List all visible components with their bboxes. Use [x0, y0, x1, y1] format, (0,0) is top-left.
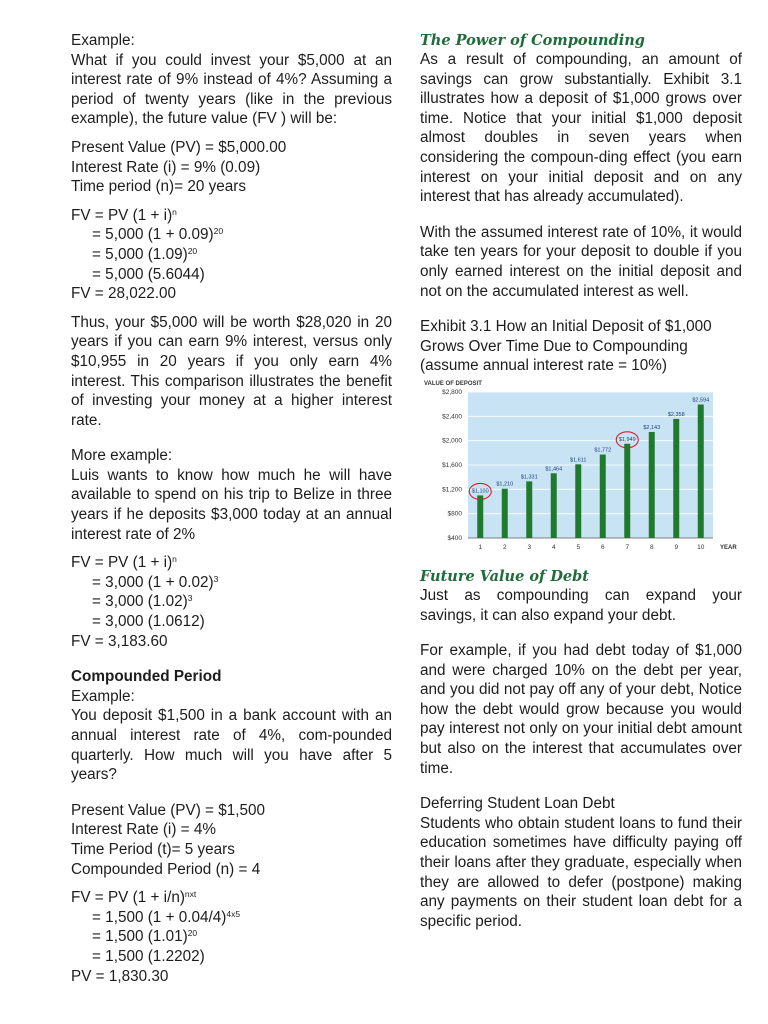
bar-value-label: $2,358 — [667, 411, 685, 418]
bar — [526, 481, 532, 538]
y-tick-label: $2,000 — [442, 437, 462, 445]
formula-line: = 3,000 (1.0612) — [92, 613, 205, 631]
formula-line: = 5,000 (5.6044) — [92, 265, 205, 283]
given-line: Present Value (PV) = $1,500 — [71, 801, 266, 819]
formula-line: = 1,500 $(1 + 0.04/4)^{4x5}$ — [92, 908, 241, 926]
example-1-givens — [71, 138, 392, 197]
example-3-formula — [71, 888, 392, 986]
formula-line: = 3,000 $(1.02)^3$ — [92, 593, 193, 611]
example-3-label: Example: — [71, 687, 135, 705]
x-tick-label: 5 — [576, 543, 581, 551]
left-column — [71, 31, 392, 986]
formula-result: PV = 1,830.30 — [71, 967, 169, 985]
x-tick-label: 8 — [649, 543, 654, 551]
power-paragraph-1: As a result of compounding, an amount of savings can grow substantially. Exhibit 3.1 illustrates how a deposit of $1,000 grows over time. Notice that your initial $1,000 deposit almost doubles in seven years when considering the compoun-ding effect (you earn interest on your initial deposit and on any interest that has already accumulated). — [420, 51, 742, 206]
bar-value-label: $2,594 — [692, 397, 710, 404]
bar-value-label: $1,611 — [570, 457, 587, 464]
y-tick-label: $2,800 — [442, 388, 462, 396]
bar — [698, 404, 704, 537]
power-paragraph-2: With the assumed interest rate of 10%, it would take ten years for your deposit to double if you only earned interest on the initial deposit and not on the accumulated interest as well. — [420, 223, 742, 300]
bar-value-label: $1,210 — [496, 481, 514, 488]
example-2-label: More example: — [71, 447, 173, 465]
bar-value-label: $2,143 — [643, 424, 661, 431]
x-tick-label: 4 — [551, 543, 556, 551]
x-tick-labels — [478, 544, 704, 551]
x-tick-label: 9 — [674, 543, 679, 551]
y-tick-label: $2,400 — [442, 413, 462, 421]
formula-result: FV = 3,183.60 — [71, 632, 168, 650]
y-tick-label: $1,600 — [442, 461, 462, 469]
formula-line: = 1,500 $(1.01)^{20}$ — [92, 928, 198, 946]
student-loan-paragraph: Students who obtain student loans to fund their education sometimes have difficulty paying off their loans after they graduate, especially when they are allowed to defer (postpone) making any payments on their student loan debt for a specific period. — [420, 814, 742, 930]
given-line: Compounded Period (n) = 4 — [71, 860, 261, 878]
bar — [649, 432, 655, 538]
formula-line: = 3,000 $(1 + 0.02)^3$ — [92, 573, 219, 591]
exhibit-caption: Exhibit 3.1 How an Initial Deposit of $1,000 Grows Over Time Due to Compounding (assume annual interest rate = 10%) — [420, 318, 712, 375]
x-tick-label: 10 — [697, 543, 705, 551]
example-2-formula — [71, 553, 392, 651]
x-tick-label: 6 — [600, 543, 605, 551]
debt-paragraph-1: Just as compounding can expand your savings, it can also expand your debt. — [420, 586, 742, 624]
bar-value-label: $1,949 — [618, 436, 636, 443]
given-line: Present Value (PV) = $5,000.00 — [71, 138, 287, 156]
bar-value-label: $1,464 — [545, 466, 563, 473]
right-column — [420, 31, 742, 931]
example-3-givens — [71, 801, 392, 879]
example-1-label: Example: — [71, 32, 135, 49]
bar-value-label: $1,331 — [520, 474, 538, 481]
power-of-compounding-title: The Power of Compounding — [420, 32, 645, 49]
example-1-formula — [71, 206, 392, 304]
compounded-period-heading: Compounded Period — [71, 668, 222, 686]
student-loan-heading: Deferring Student Loan Debt — [420, 795, 615, 813]
y-tick-labels — [442, 389, 462, 542]
x-tick-label: 2 — [502, 543, 507, 551]
given-line: Interest Rate (i) = 9% (0.09) — [71, 158, 261, 176]
future-value-of-debt-title: Future Value of Debt — [420, 567, 589, 585]
formula-line: = 5,000 $(1.09)^{20}$ — [92, 245, 198, 263]
x-axis-title: YEAR — [720, 544, 737, 551]
bar — [502, 489, 508, 538]
y-tick-label: $400 — [447, 534, 462, 542]
bar-value-label: $1,772 — [594, 447, 612, 454]
compounding-bar-chart — [420, 378, 742, 558]
example-1-question: What if you could invest your $5,000 at an interest rate of 9% instead of 4%? Assuming a period of twenty years (like in the previous example), the future value (FV ) will be: — [71, 51, 392, 128]
y-axis-title: VALUE OF DEPOSIT — [424, 380, 482, 387]
bar — [673, 419, 679, 538]
x-tick-label: 3 — [527, 543, 532, 551]
y-tick-label: $1,200 — [442, 486, 462, 494]
given-line: Time Period (t)= 5 years — [71, 840, 235, 858]
example-1-conclusion: Thus, your $5,000 will be worth $28,020 in 20 years if you can earn 9% interest, versus only $10,955 in 20 years if you only earn 4% interest. This comparison illustrates the benefit of investing your money at a higher interest rate. — [71, 313, 392, 429]
given-line: Time period (n)= 20 years — [71, 178, 246, 196]
bar — [575, 464, 581, 538]
example-2-question: Luis wants to know how much he will have available to spend on his trip to Belize in three years if he deposits $3,000 today at an annual interest rate of 2% — [71, 466, 392, 543]
bar — [600, 454, 606, 537]
bar — [624, 444, 630, 538]
formula-line: = 5,000 $(1 + 0.09)^{20}$ — [92, 226, 224, 244]
formula-line: FV = PV $(1 + i/n)^{nxt}$ — [71, 889, 197, 907]
x-tick-label: 7 — [625, 543, 630, 551]
formula-line: = 1,500 (1.2202) — [92, 947, 205, 965]
y-tick-label: $800 — [447, 510, 462, 518]
formula-line: FV = PV $(1 + i)^n$ — [71, 206, 177, 224]
example-3-question: You deposit $1,500 in a bank account with an annual interest rate of 4%, com-pounded quarterly. How much will you have after 5 years? — [71, 707, 392, 784]
formula-result: FV = 28,022.00 — [71, 285, 177, 303]
bar — [551, 473, 557, 538]
bar-value-label: $1,100 — [471, 488, 489, 495]
formula-line: FV = PV $(1 + i)^n$ — [71, 554, 177, 572]
bar — [477, 495, 483, 538]
x-tick-label: 1 — [478, 543, 483, 551]
given-line: Interest Rate (i) = 4% — [71, 821, 216, 839]
debt-paragraph-2: For example, if you had debt today of $1,000 and were charged 10% on the debt per year, and you did not pay off any of your debt, Notice how the debt would grow because you would pay interest not only on your initial debt amount but also on the interest that accumulates over time. — [420, 642, 742, 777]
